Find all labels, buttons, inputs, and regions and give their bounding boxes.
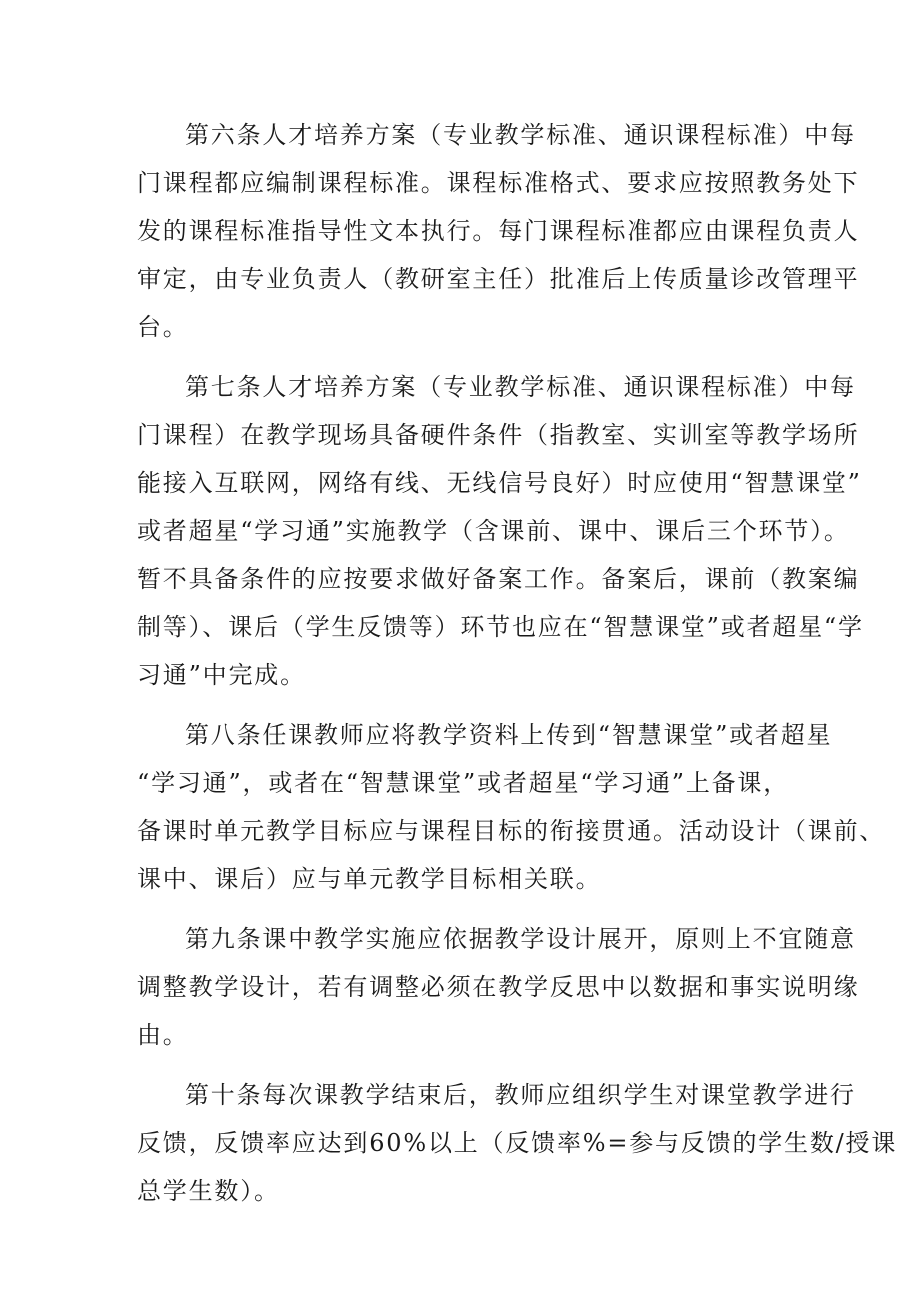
text-line: 门课程都应编制课程标准。课程标准格式、要求应按照教务处下 xyxy=(137,169,860,197)
paragraph-article-6 xyxy=(137,111,860,351)
document-body xyxy=(137,111,898,1215)
text-line: 第七条人才培养方案（专业教学标准、通识课程标准）中每 xyxy=(185,373,856,401)
text-line: 或者超星“学习通”实施教学（含课前、课中、课后三个环节）。 xyxy=(137,517,850,545)
paragraph-article-7 xyxy=(137,363,864,699)
text-line: 课中、课后）应与单元教学目标相关联。 xyxy=(137,865,602,893)
text-line: 门课程）在教学现场具备硬件条件（指教室、实训室等教学场所 xyxy=(137,421,860,449)
paragraph-article-9 xyxy=(137,915,860,1059)
text-line: 第九条课中教学实施应依据教学设计展开，原则上不宜随意 xyxy=(185,925,856,953)
paragraph-article-10 xyxy=(137,1071,898,1215)
text-line: 备课时单元教学目标应与课程目标的衔接贯通。活动设计（课前、 xyxy=(137,817,886,845)
text-line: 由。 xyxy=(137,1021,189,1049)
text-line: 反馈，反馈率应达到60%以上（反馈率%=参与反馈的学生数/授课 xyxy=(137,1129,898,1157)
text-line: 台。 xyxy=(137,313,189,341)
text-line: 能接入互联网，网络有线、无线信号良好）时应使用“智慧课堂” xyxy=(137,469,862,497)
text-line: 第八条任课教师应将教学资料上传到“智慧课堂”或者超星 xyxy=(185,721,833,749)
text-line: 审定，由专业负责人（教研室主任）批准后上传质量诊改管理平 xyxy=(137,265,860,293)
text-line: “学习通”，或者在“智慧课堂”或者超星“学习通”上备课， xyxy=(137,769,790,797)
text-line: 总学生数）。 xyxy=(137,1177,280,1205)
text-line: 习通”中完成。 xyxy=(137,661,306,689)
text-line: 调整教学设计，若有调整必须在教学反思中以数据和事实说明缘 xyxy=(137,973,860,1001)
text-line: 暂不具备条件的应按要求做好备案工作。备案后，课前（教案编 xyxy=(137,565,860,593)
paragraph-article-8 xyxy=(137,711,886,903)
text-line: 第六条人才培养方案（专业教学标准、通识课程标准）中每 xyxy=(185,121,856,149)
text-line: 发的课程标准指导性文本执行。每门课程标准都应由课程负责人 xyxy=(137,217,860,245)
text-line: 制等）、课后（学生反馈等）环节也应在“智慧课堂”或者超星“学 xyxy=(137,613,864,641)
text-line: 第十条每次课教学结束后，教师应组织学生对课堂教学进行 xyxy=(185,1081,856,1109)
